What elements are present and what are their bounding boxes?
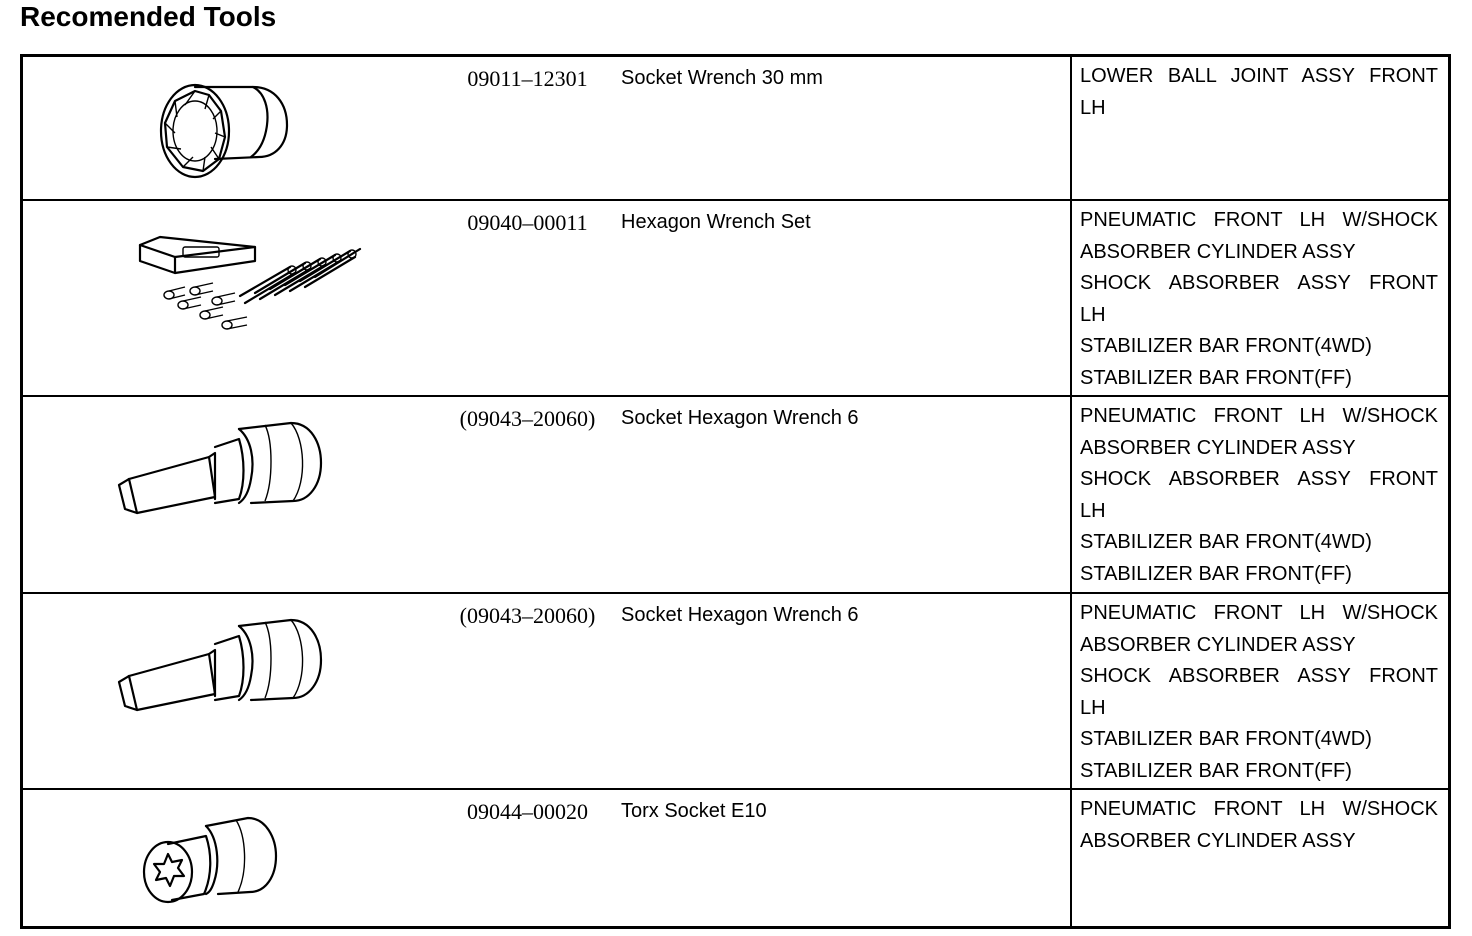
tool-cell — [23, 594, 1070, 788]
usage-line: STABILIZER BAR FRONT(FF) — [1080, 759, 1352, 782]
usage-cell — [1070, 594, 1448, 788]
usage-cell — [1070, 397, 1448, 592]
tool-name: Socket Wrench 30 mm — [621, 67, 823, 89]
usage-line: STABILIZER BAR FRONT(4WD) — [1080, 531, 1372, 553]
usage-line: LH — [1080, 499, 1106, 522]
table-row — [23, 395, 1448, 592]
usage-line: STABILIZER BAR FRONT(FF) — [1080, 366, 1352, 389]
usage-line: SHOCK ABSORBER ASSY FRONT — [1080, 468, 1438, 490]
tool-cell — [23, 397, 1070, 592]
table-row — [23, 592, 1448, 788]
part-number: 09011–12301 — [467, 66, 588, 91]
tool-cell — [23, 790, 1070, 926]
usage-line: ABSORBER CYLINDER ASSY — [1080, 633, 1356, 656]
usage-line: LH — [1080, 696, 1106, 719]
tool-cell — [23, 201, 1070, 395]
usage-line: PNEUMATIC FRONT LH W/SHOCK — [1080, 209, 1438, 231]
usage-line: STABILIZER BAR FRONT(4WD) — [1080, 335, 1372, 357]
usage-line: ABSORBER CYLINDER ASSY — [1080, 829, 1356, 852]
usage-line: LOWER BALL JOINT ASSY FRONT — [1080, 65, 1438, 87]
tool-name: Hexagon Wrench Set — [621, 211, 811, 233]
table-row — [23, 788, 1448, 926]
socket-hexagon-wrench-icon — [115, 419, 325, 524]
socket-wrench-icon — [155, 79, 295, 188]
part-number: 09040–00011 — [467, 210, 588, 235]
hexagon-wrench-set-icon — [135, 221, 365, 341]
usage-line: SHOCK ABSORBER ASSY FRONT — [1080, 272, 1438, 294]
tool-name: Socket Hexagon Wrench 6 — [621, 604, 859, 626]
usage-cell — [1070, 201, 1448, 395]
table-row — [23, 57, 1448, 199]
usage-line: PNEUMATIC FRONT LH W/SHOCK — [1080, 602, 1438, 624]
usage-line: STABILIZER BAR FRONT(FF) — [1080, 562, 1352, 585]
usage-line: PNEUMATIC FRONT LH W/SHOCK — [1080, 405, 1438, 427]
tool-name: Socket Hexagon Wrench 6 — [621, 407, 859, 429]
table-row — [23, 199, 1448, 395]
usage-line: PNEUMATIC FRONT LH W/SHOCK — [1080, 798, 1438, 820]
usage-line: STABILIZER BAR FRONT(4WD) — [1080, 728, 1372, 750]
part-number: 09044–00020 — [467, 799, 588, 824]
recommended-tools-table — [20, 54, 1451, 929]
usage-line: ABSORBER CYLINDER ASSY — [1080, 436, 1356, 459]
tool-name: Torx Socket E10 — [621, 800, 767, 822]
tool-cell — [23, 57, 1070, 199]
page-title: Recomended Tools — [20, 1, 277, 32]
usage-line: ABSORBER CYLINDER ASSY — [1080, 240, 1356, 263]
usage-cell — [1070, 57, 1448, 199]
usage-cell — [1070, 790, 1448, 926]
usage-line: LH — [1080, 303, 1106, 326]
part-number: (09043–20060) — [459, 603, 596, 628]
torx-socket-icon — [138, 804, 283, 913]
part-number: (09043–20060) — [459, 406, 596, 431]
usage-line: LH — [1080, 96, 1106, 119]
usage-line: SHOCK ABSORBER ASSY FRONT — [1080, 665, 1438, 687]
socket-hexagon-wrench-icon — [115, 616, 325, 721]
